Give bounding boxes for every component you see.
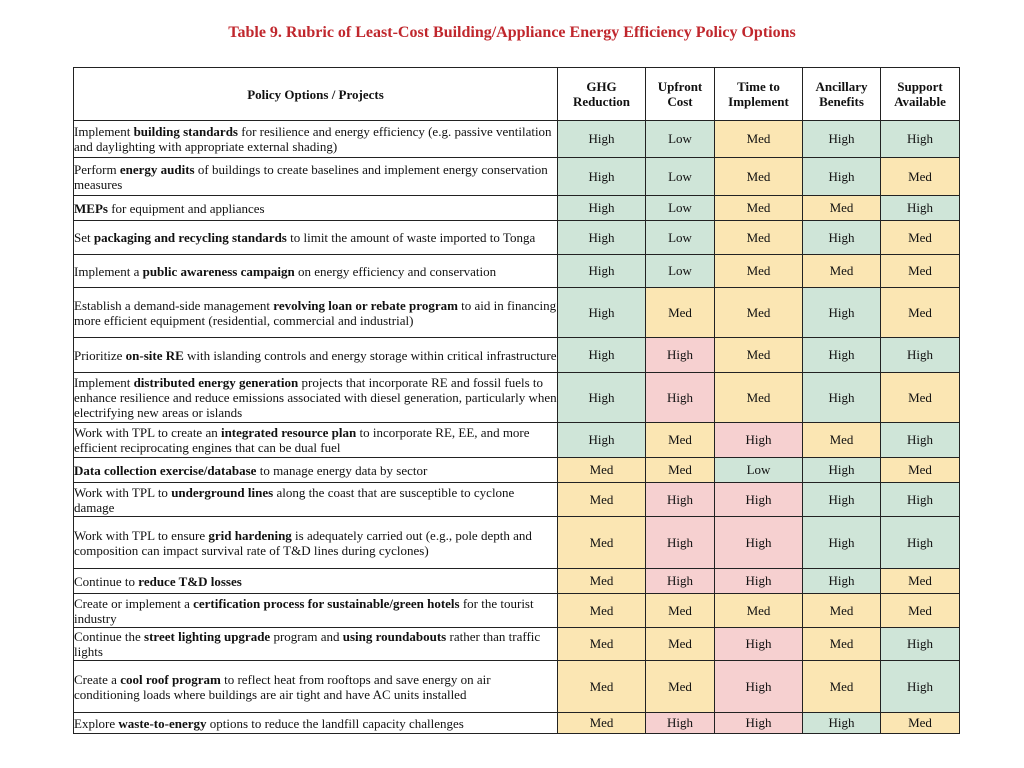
rating-support-available: Med (881, 158, 960, 196)
rating-support-available: High (881, 517, 960, 569)
header-row (74, 68, 960, 121)
policy-option-text: for the tourist industry (74, 595, 534, 626)
policy-option-highlight: building standards (133, 124, 238, 139)
rating-ancillary-benefits: High (803, 483, 881, 517)
policy-option-highlight: energy audits (119, 161, 195, 177)
policy-option-cell (74, 255, 558, 288)
policy-option-highlight: MEPs (74, 200, 108, 216)
rating-ghg-reduction: High (558, 373, 646, 423)
rating-time-to-implement: Med (715, 196, 803, 221)
rating-ghg-reduction: Med (558, 483, 646, 517)
policy-option-highlight: public awareness campaign (142, 263, 295, 279)
policy-option-text: Work with TPL to create an (74, 425, 221, 440)
policy-option-cell (74, 569, 558, 594)
policy-option-cell (74, 628, 558, 661)
table-row (74, 423, 960, 458)
rating-upfront-cost: High (646, 373, 715, 423)
rating-time-to-implement: Med (715, 338, 803, 373)
rating-support-available: Med (881, 458, 960, 483)
table-row (74, 628, 960, 661)
policy-option-highlight: street lighting upgrade (144, 629, 271, 644)
table-row (74, 517, 960, 569)
policy-option-text: to incorporate RE, EE, and more efficient reciprocating engines that can be dual fuel (74, 425, 530, 455)
table-row (74, 483, 960, 517)
header-upfront-cost: Upfront Cost (646, 68, 715, 121)
rating-time-to-implement: High (715, 661, 803, 713)
rating-ghg-reduction: Med (558, 517, 646, 569)
rating-support-available: High (881, 423, 960, 458)
rating-support-available: High (881, 661, 960, 713)
rating-time-to-implement: High (715, 569, 803, 594)
table-title: Table 9. Rubric of Least-Cost Building/Appliance Energy Efficiency Policy Options (228, 24, 796, 41)
policy-option-cell (74, 517, 558, 569)
policy-option-highlight: using roundabouts (342, 629, 447, 644)
rating-upfront-cost: Med (646, 423, 715, 458)
rating-support-available: Med (881, 255, 960, 288)
table-row (74, 373, 960, 423)
rating-ancillary-benefits: High (803, 458, 881, 483)
rating-time-to-implement: High (715, 423, 803, 458)
rating-ghg-reduction: High (558, 288, 646, 338)
policy-option-text: for resilience and energy efficiency (e.g. passive ventilation and daylighting with appropriate external shading) (74, 124, 552, 154)
policy-option-text: Work with TPL to ensure (74, 527, 209, 543)
policy-option-text: to aid in financing more efficient equipment (residential, commercial and industrial) (74, 297, 557, 328)
table-row (74, 594, 960, 628)
policy-option-highlight: certification process for sustainable/green hotels (193, 595, 460, 611)
policy-option-cell (74, 158, 558, 196)
rating-support-available: Med (881, 288, 960, 338)
rating-ancillary-benefits: Med (803, 594, 881, 628)
table-row (74, 713, 960, 734)
policy-option-highlight: underground lines (171, 484, 274, 500)
policy-option-text: Implement (74, 375, 134, 390)
rating-time-to-implement: Low (715, 458, 803, 483)
policy-option-text: rather than traffic lights (74, 629, 541, 659)
policy-option-text: Establish a demand-side management (74, 297, 274, 313)
policy-option-highlight: reduce T&D losses (138, 573, 242, 589)
header-ghg-reduction: GHG Reduction (558, 68, 646, 121)
rating-time-to-implement: High (715, 483, 803, 517)
rating-ancillary-benefits: High (803, 158, 881, 196)
policy-option-text: on energy efficiency and conservation (294, 263, 497, 279)
rating-ghg-reduction: High (558, 423, 646, 458)
table-row (74, 661, 960, 713)
policy-option-cell (74, 661, 558, 713)
rating-ancillary-benefits: Med (803, 628, 881, 661)
rating-upfront-cost: Med (646, 288, 715, 338)
rating-upfront-cost: High (646, 569, 715, 594)
rating-ghg-reduction: Med (558, 628, 646, 661)
rating-ancillary-benefits: Med (803, 196, 881, 221)
policy-option-text: Continue to (74, 573, 139, 589)
rating-upfront-cost: Med (646, 594, 715, 628)
policy-option-cell (74, 373, 558, 423)
policy-option-text: along the coast that are susceptible to cyclone damage (74, 484, 515, 515)
rating-ancillary-benefits: Med (803, 255, 881, 288)
policy-option-text: Create a (74, 671, 121, 687)
policy-option-text: Continue the (74, 629, 145, 644)
table-row (74, 121, 960, 158)
rating-time-to-implement: Med (715, 158, 803, 196)
rating-upfront-cost: High (646, 713, 715, 734)
rating-support-available: High (881, 338, 960, 373)
rating-upfront-cost: Low (646, 221, 715, 255)
rating-time-to-implement: Med (715, 373, 803, 423)
policy-option-cell (74, 423, 558, 458)
table-row (74, 158, 960, 196)
rating-upfront-cost: Low (646, 196, 715, 221)
rating-ghg-reduction: High (558, 338, 646, 373)
header-time-to-implement: Time to Implement (715, 68, 803, 121)
table-row (74, 569, 960, 594)
header-support-available: Support Available (881, 68, 960, 121)
policy-option-text: Implement a (74, 263, 143, 279)
table-row (74, 288, 960, 338)
rating-ghg-reduction: Med (558, 458, 646, 483)
rating-ghg-reduction: High (558, 255, 646, 288)
rating-ancillary-benefits: High (803, 288, 881, 338)
policy-option-text: of buildings to create baselines and implement energy conservation measures (74, 161, 548, 192)
rating-support-available: High (881, 628, 960, 661)
rating-ancillary-benefits: High (803, 338, 881, 373)
table-row (74, 458, 960, 483)
header-policy-options: Policy Options / Projects (74, 68, 558, 121)
policy-option-text: for equipment and appliances (107, 200, 265, 216)
table-row (74, 221, 960, 255)
rating-ghg-reduction: Med (558, 713, 646, 734)
table-body (74, 121, 960, 734)
rating-support-available: High (881, 483, 960, 517)
rating-upfront-cost: Low (646, 121, 715, 158)
policy-option-cell (74, 196, 558, 221)
rating-upfront-cost: Med (646, 661, 715, 713)
policy-option-highlight: revolving loan or rebate program (273, 297, 458, 313)
rating-ancillary-benefits: High (803, 569, 881, 594)
policy-option-text: with islanding controls and energy storage within critical infrastructure (183, 347, 557, 363)
rating-ghg-reduction: Med (558, 594, 646, 628)
rating-upfront-cost: Med (646, 628, 715, 661)
rating-support-available: High (881, 121, 960, 158)
rating-upfront-cost: Med (646, 458, 715, 483)
policy-option-cell (74, 594, 558, 628)
rating-support-available: Med (881, 713, 960, 734)
rating-ancillary-benefits: High (803, 713, 881, 734)
policy-option-highlight: waste-to-energy (118, 715, 207, 731)
rating-upfront-cost: Low (646, 255, 715, 288)
rating-time-to-implement: High (715, 517, 803, 569)
policy-option-cell (74, 483, 558, 517)
rating-support-available: Med (881, 594, 960, 628)
rating-ancillary-benefits: Med (803, 423, 881, 458)
rating-ghg-reduction: High (558, 196, 646, 221)
policy-option-highlight: grid hardening (208, 527, 292, 543)
policy-option-text: Prioritize (74, 347, 126, 363)
rating-ghg-reduction: High (558, 158, 646, 196)
rating-support-available: Med (881, 569, 960, 594)
rating-ancillary-benefits: High (803, 221, 881, 255)
rating-ghg-reduction: Med (558, 569, 646, 594)
policy-option-text: Implement (74, 124, 134, 139)
rating-time-to-implement: Med (715, 288, 803, 338)
policy-option-text: Perform (74, 161, 120, 177)
policy-option-text: Explore (74, 715, 119, 731)
policy-option-text: projects that incorporate RE and fossil fuels to enhance resilience and reduce emissions associated with diesel generation, particularly when electrifying new areas or islands (74, 375, 557, 420)
policy-option-text: Set (74, 230, 94, 245)
rating-upfront-cost: High (646, 338, 715, 373)
rating-time-to-implement: Med (715, 594, 803, 628)
policy-option-highlight: on-site RE (125, 347, 184, 363)
rubric-table (73, 67, 960, 734)
policy-option-cell (74, 338, 558, 373)
rating-upfront-cost: High (646, 517, 715, 569)
policy-option-highlight: packaging and recycling standards (93, 230, 287, 245)
policy-option-text: program and (270, 629, 343, 644)
rating-ancillary-benefits: High (803, 517, 881, 569)
rating-time-to-implement: High (715, 713, 803, 734)
header-ancillary-benefits: Ancillary Benefits (803, 68, 881, 121)
policy-option-highlight: cool roof program (120, 671, 221, 687)
rating-ghg-reduction: High (558, 121, 646, 158)
policy-option-text: to limit the amount of waste imported to Tonga (286, 230, 536, 245)
policy-option-highlight: Data collection exercise/database (74, 462, 257, 478)
policy-option-highlight: integrated resource plan (220, 425, 357, 440)
policy-option-text: options to reduce the landfill capacity challenges (206, 715, 464, 731)
policy-option-text: Create or implement a (74, 595, 194, 611)
rating-time-to-implement: Med (715, 221, 803, 255)
rating-upfront-cost: High (646, 483, 715, 517)
policy-option-cell (74, 713, 558, 734)
policy-option-cell (74, 121, 558, 158)
rating-ancillary-benefits: High (803, 121, 881, 158)
table-row (74, 338, 960, 373)
rating-ghg-reduction: High (558, 221, 646, 255)
policy-option-cell (74, 221, 558, 255)
policy-option-text: to reflect heat from rooftops and save energy on air conditioning loads where buildings are air tight and have AC units installed (74, 671, 491, 702)
rating-time-to-implement: High (715, 628, 803, 661)
policy-option-text: is adequately carried out (e.g., pole depth and composition can impact survival rate of T&D lines during cyclones) (74, 527, 532, 558)
rating-upfront-cost: Low (646, 158, 715, 196)
policy-option-cell (74, 458, 558, 483)
policy-option-cell (74, 288, 558, 338)
rating-time-to-implement: Med (715, 255, 803, 288)
rating-support-available: Med (881, 221, 960, 255)
rating-time-to-implement: Med (715, 121, 803, 158)
rating-ghg-reduction: Med (558, 661, 646, 713)
policy-option-text: Work with TPL to (74, 484, 172, 500)
rating-support-available: Med (881, 373, 960, 423)
table-row (74, 196, 960, 221)
rating-support-available: High (881, 196, 960, 221)
table-row (74, 255, 960, 288)
rating-ancillary-benefits: Med (803, 661, 881, 713)
policy-option-highlight: distributed energy generation (133, 375, 299, 390)
rating-ancillary-benefits: High (803, 373, 881, 423)
policy-option-text: to manage energy data by sector (256, 462, 428, 478)
